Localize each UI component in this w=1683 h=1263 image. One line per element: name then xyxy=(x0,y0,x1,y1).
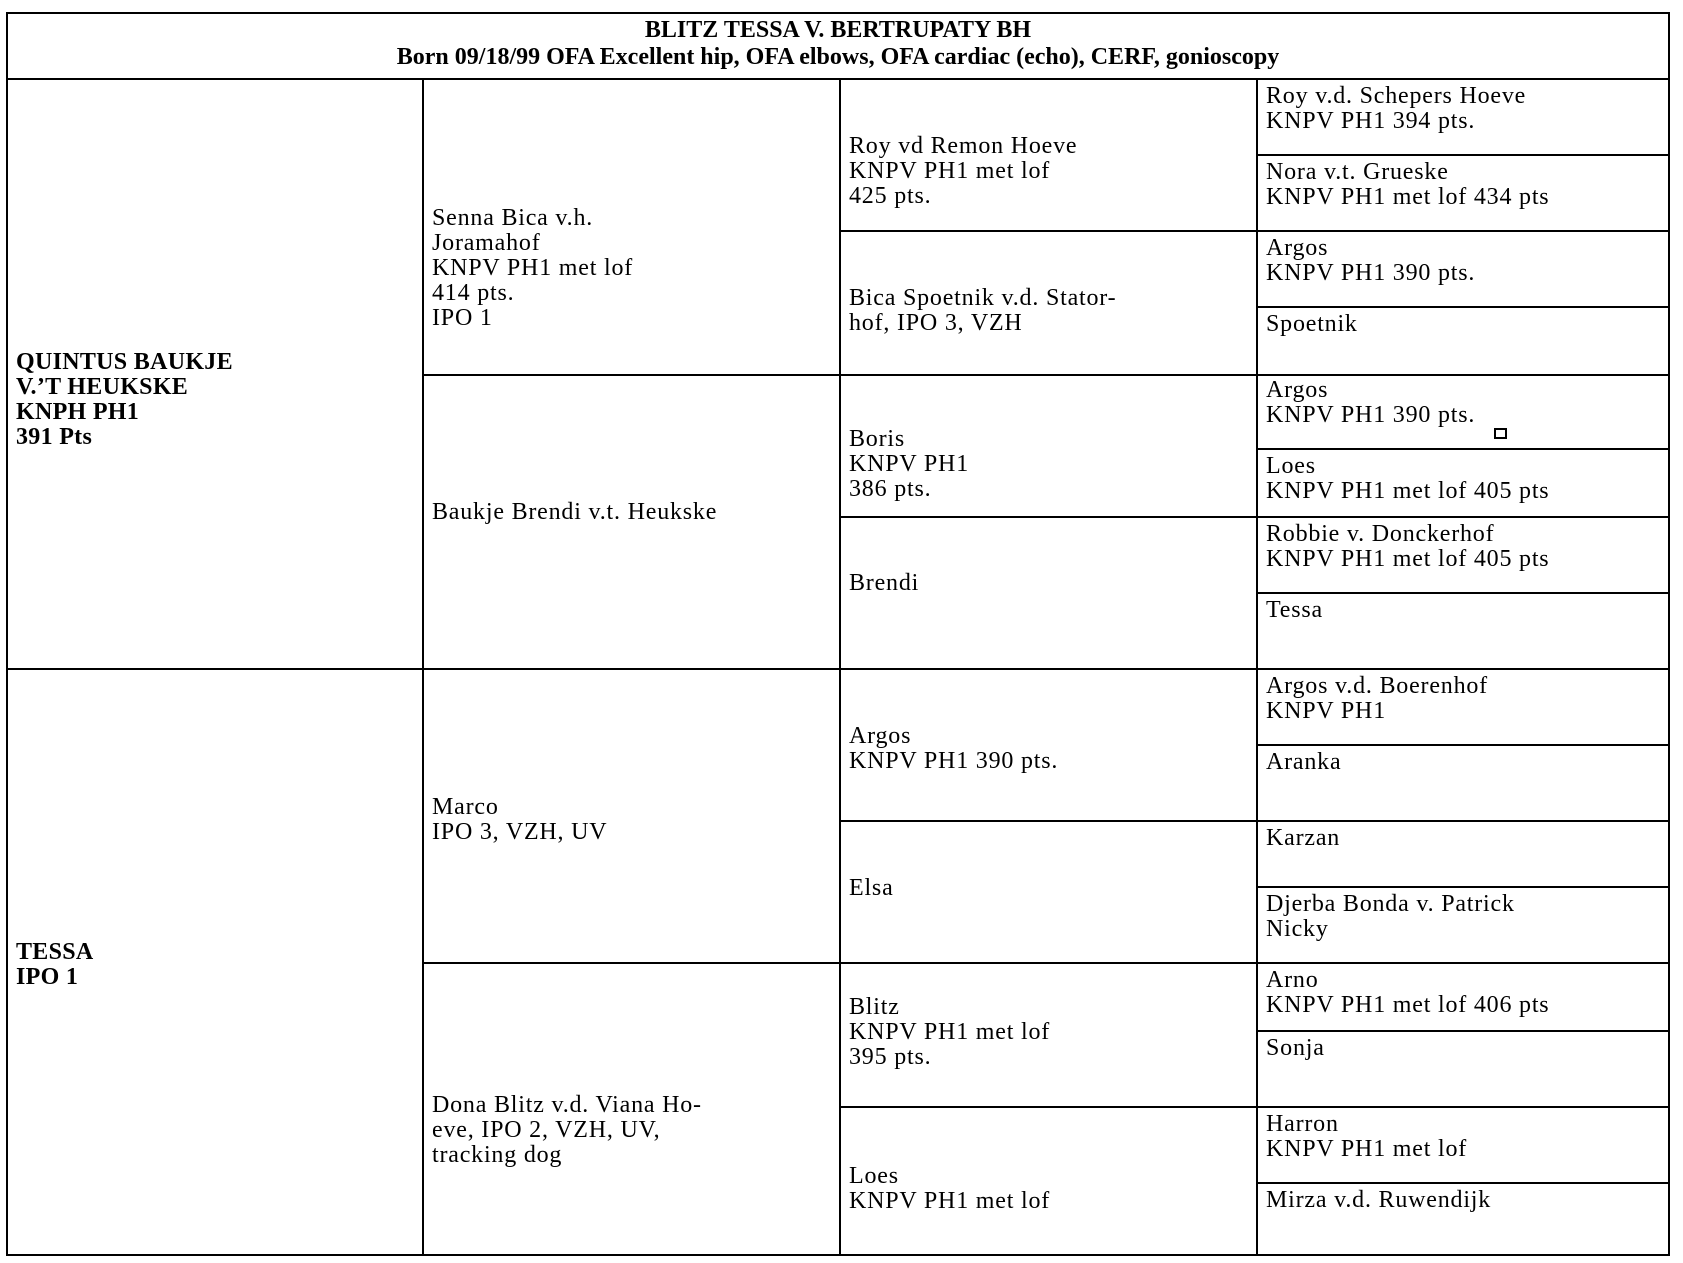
row-divider xyxy=(422,374,1670,376)
dog-credentials: Born 09/18/99 OFA Excellent hip, OFA elbows, OFA cardiac (echo), CERF, gonioscopy xyxy=(396,44,1280,70)
ancestor-cell: Nora v.t. Grueske KNPV PH1 met lof 434 pts xyxy=(1266,159,1550,210)
grandparent-cell: Senna Bica v.h. Joramahof KNPV PH1 met lof 414 pts. IPO 1 xyxy=(432,205,634,331)
row-divider xyxy=(1256,1182,1670,1184)
ancestor-cell: Spoetnik xyxy=(1266,311,1358,337)
row-divider xyxy=(839,516,1670,518)
grandparent-cell: Marco IPO 3, VZH, UV xyxy=(432,794,608,845)
ancestor-cell: Harron KNPV PH1 met lof xyxy=(1266,1111,1468,1162)
row-divider xyxy=(1256,886,1670,888)
great-grandparent-cell: Argos KNPV PH1 390 pts. xyxy=(849,723,1059,774)
great-grandparent-cell: Boris KNPV PH1 386 pts. xyxy=(849,426,969,502)
pedigree-header xyxy=(6,12,1670,80)
row-divider xyxy=(422,962,1670,964)
ancestor-cell: Tessa xyxy=(1266,597,1323,623)
row-divider xyxy=(839,820,1670,822)
row-divider xyxy=(6,668,1670,670)
ancestor-cell: Roy v.d. Schepers Hoeve KNPV PH1 394 pts. xyxy=(1266,83,1527,134)
great-grandparent-cell: Bica Spoetnik v.d. Stator- hof, IPO 3, VZH xyxy=(849,285,1117,336)
ancestor-cell: Djerba Bonda v. Patrick Nicky xyxy=(1266,891,1515,942)
ancestor-cell: Argos KNPV PH1 390 pts. xyxy=(1266,235,1476,286)
row-divider xyxy=(1256,306,1670,308)
ancestor-cell: Mirza v.d. Ruwendijk xyxy=(1266,1187,1492,1213)
ancestor-cell: Sonja xyxy=(1266,1035,1325,1061)
row-divider xyxy=(839,230,1670,232)
row-divider xyxy=(1256,592,1670,594)
row-divider xyxy=(1256,154,1670,156)
small-square-mark xyxy=(1494,428,1507,439)
sire-cell: QUINTUS BAUKJE V.’T HEUKSKE KNPH PH1 391 Pts xyxy=(16,349,233,450)
dam-cell: TESSA IPO 1 xyxy=(16,939,94,990)
ancestor-cell: Loes KNPV PH1 met lof 405 pts xyxy=(1266,453,1550,504)
great-grandparent-cell: Loes KNPV PH1 met lof xyxy=(849,1163,1051,1214)
great-grandparent-cell: Blitz KNPV PH1 met lof 395 pts. xyxy=(849,994,1051,1070)
great-grandparent-cell: Roy vd Remon Hoeve KNPV PH1 met lof 425 pts. xyxy=(849,133,1078,209)
ancestor-cell: Argos v.d. Boerenhof KNPV PH1 xyxy=(1266,673,1488,724)
ancestor-cell: Argos KNPV PH1 390 pts. xyxy=(1266,377,1476,428)
row-divider xyxy=(1256,448,1670,450)
grandparent-cell: Baukje Brendi v.t. Heukske xyxy=(432,499,718,525)
grandparent-cell: Dona Blitz v.d. Viana Ho- eve, IPO 2, VZH, UV, tracking dog xyxy=(432,1092,702,1168)
row-divider xyxy=(1256,744,1670,746)
row-divider xyxy=(839,1106,1670,1108)
great-grandparent-cell: Brendi xyxy=(849,570,920,596)
great-grandparent-cell: Elsa xyxy=(849,875,894,901)
row-divider xyxy=(1256,1030,1670,1032)
ancestor-cell: Robbie v. Donckerhof KNPV PH1 met lof 405 pts xyxy=(1266,521,1550,572)
dog-title: BLITZ TESSA V. BERTRUPATY BH xyxy=(644,17,1032,43)
ancestor-cell: Arno KNPV PH1 met lof 406 pts xyxy=(1266,967,1550,1018)
ancestor-cell: Karzan xyxy=(1266,825,1341,851)
ancestor-cell: Aranka xyxy=(1266,749,1342,775)
